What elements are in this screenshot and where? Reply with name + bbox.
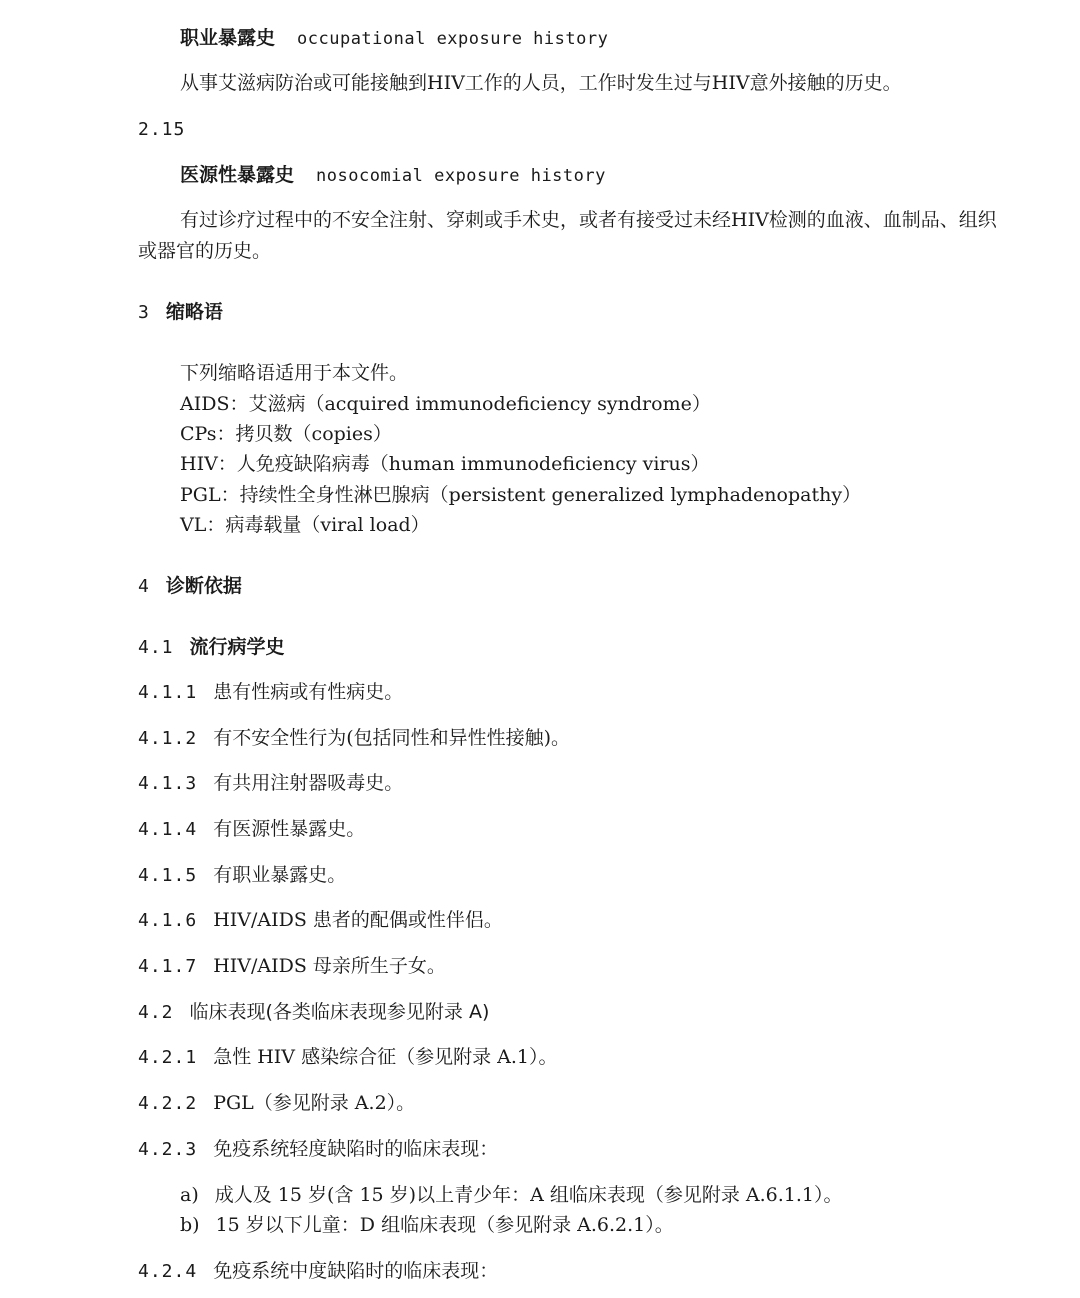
- sub-item-b: [180, 1216, 674, 1235]
- term-title-occupational: [180, 29, 608, 48]
- clause-text: HIV/AIDS 母亲所生子女。: [213, 955, 446, 977]
- clause-item: [138, 683, 403, 702]
- abbr-item: VL：病毒载量（viral load）: [180, 514, 430, 536]
- clause-text: 有共用注射器吸毒史。: [213, 772, 404, 794]
- abbr-item: HIV：人免疫缺陷病毒（human immunodeficiency virus）: [180, 453, 710, 475]
- clause-number: 4.1.6: [138, 910, 198, 931]
- clause-text: 免疫系统中度缺陷时的临床表现：: [213, 1260, 499, 1282]
- clause-item: [138, 1048, 557, 1067]
- sub-item-text: 15 岁以下儿童：D 组临床表现（参见附录 A.6.2.1）。: [215, 1214, 674, 1236]
- clause-number: 4.1.3: [138, 773, 198, 794]
- clause-item: [138, 866, 346, 885]
- section-number: 3: [138, 302, 150, 323]
- clause-text: 免疫系统轻度缺陷时的临床表现：: [213, 1138, 499, 1160]
- clause-text: 患有性病或有性病史。: [213, 681, 404, 703]
- clause-number: 4.2.3: [138, 1139, 198, 1160]
- clause-number: 4.1.4: [138, 819, 198, 840]
- abbr-item: CPs：拷贝数（copies）: [180, 423, 392, 445]
- term-definition-line2: 或器官的历史。: [138, 240, 272, 262]
- term-zh: 医源性暴露史: [180, 164, 295, 186]
- clause-item: [138, 774, 403, 793]
- section-title: 诊断依据: [165, 575, 242, 597]
- clause-item: [138, 911, 503, 930]
- clause-number: 4.1.2: [138, 728, 198, 749]
- subsection-title: 临床表现(各类临床表现参见附录 A): [189, 1001, 490, 1023]
- term-zh: 职业暴露史: [180, 27, 276, 49]
- clause-number: 4.1.1: [138, 682, 198, 703]
- clause-number: 4.2.4: [138, 1261, 198, 1282]
- clause-item: [138, 1140, 498, 1159]
- section-title: 缩略语: [165, 301, 223, 323]
- clause-text: 有职业暴露史。: [213, 864, 347, 886]
- abbr-item: PGL：持续性全身性淋巴腺病（persistent generalized lymphadenopathy）: [180, 484, 862, 506]
- clause-number: 4.1.7: [138, 956, 198, 977]
- sub-item-label: a): [180, 1184, 199, 1206]
- term-number: 2.15: [138, 119, 186, 140]
- term-definition-line1: 有过诊疗过程中的不安全注射、穿刺或手术史，或者有接受过未经HIV检测的血液、血制品、组织: [180, 209, 997, 231]
- clause-item: [138, 1262, 498, 1281]
- sub-item-text: 成人及 15 岁(含 15 岁)以上青少年：A 组临床表现（参见附录 A.6.1.1）。: [214, 1184, 843, 1206]
- section-heading-3: [138, 303, 223, 322]
- subsection-title: 流行病学史: [189, 636, 285, 658]
- clause-item: [138, 1094, 415, 1113]
- subsection-number: 4.1: [138, 637, 174, 658]
- clause-text: HIV/AIDS 患者的配偶或性伴侣。: [213, 909, 503, 931]
- clause-number: 4.2.1: [138, 1047, 198, 1068]
- term-en: occupational exposure history: [297, 29, 609, 49]
- clause-number: 4.1.5: [138, 865, 198, 886]
- clause-item: [138, 729, 570, 748]
- term-title-nosocomial: [180, 166, 606, 185]
- clause-item: [138, 957, 446, 976]
- sub-item-a: [180, 1186, 843, 1205]
- term-en: nosocomial exposure history: [316, 166, 606, 186]
- clause-text: 急性 HIV 感染综合征（参见附录 A.1）。: [213, 1046, 558, 1068]
- term-definition: 从事艾滋病防治或可能接触到HIV工作的人员，工作时发生过与HIV意外接触的历史。: [180, 72, 902, 94]
- section-number: 4: [138, 576, 150, 597]
- abbr-item: AIDS：艾滋病（acquired immunodeficiency syndrome）: [180, 393, 711, 415]
- subsection-heading-4-1: [138, 638, 285, 657]
- clause-number: 4.2.2: [138, 1093, 198, 1114]
- abbr-intro: 下列缩略语适用于本文件。: [180, 362, 409, 384]
- clause-text: 有不安全性行为(包括同性和异性性接触)。: [213, 727, 571, 749]
- subsection-heading-4-2: [138, 1003, 489, 1022]
- sub-item-label: b): [180, 1214, 200, 1236]
- clause-text: PGL（参见附录 A.2）。: [213, 1092, 416, 1114]
- clause-item: [138, 820, 365, 839]
- section-heading-4: [138, 577, 242, 596]
- subsection-number: 4.2: [138, 1002, 174, 1023]
- clause-text: 有医源性暴露史。: [213, 818, 366, 840]
